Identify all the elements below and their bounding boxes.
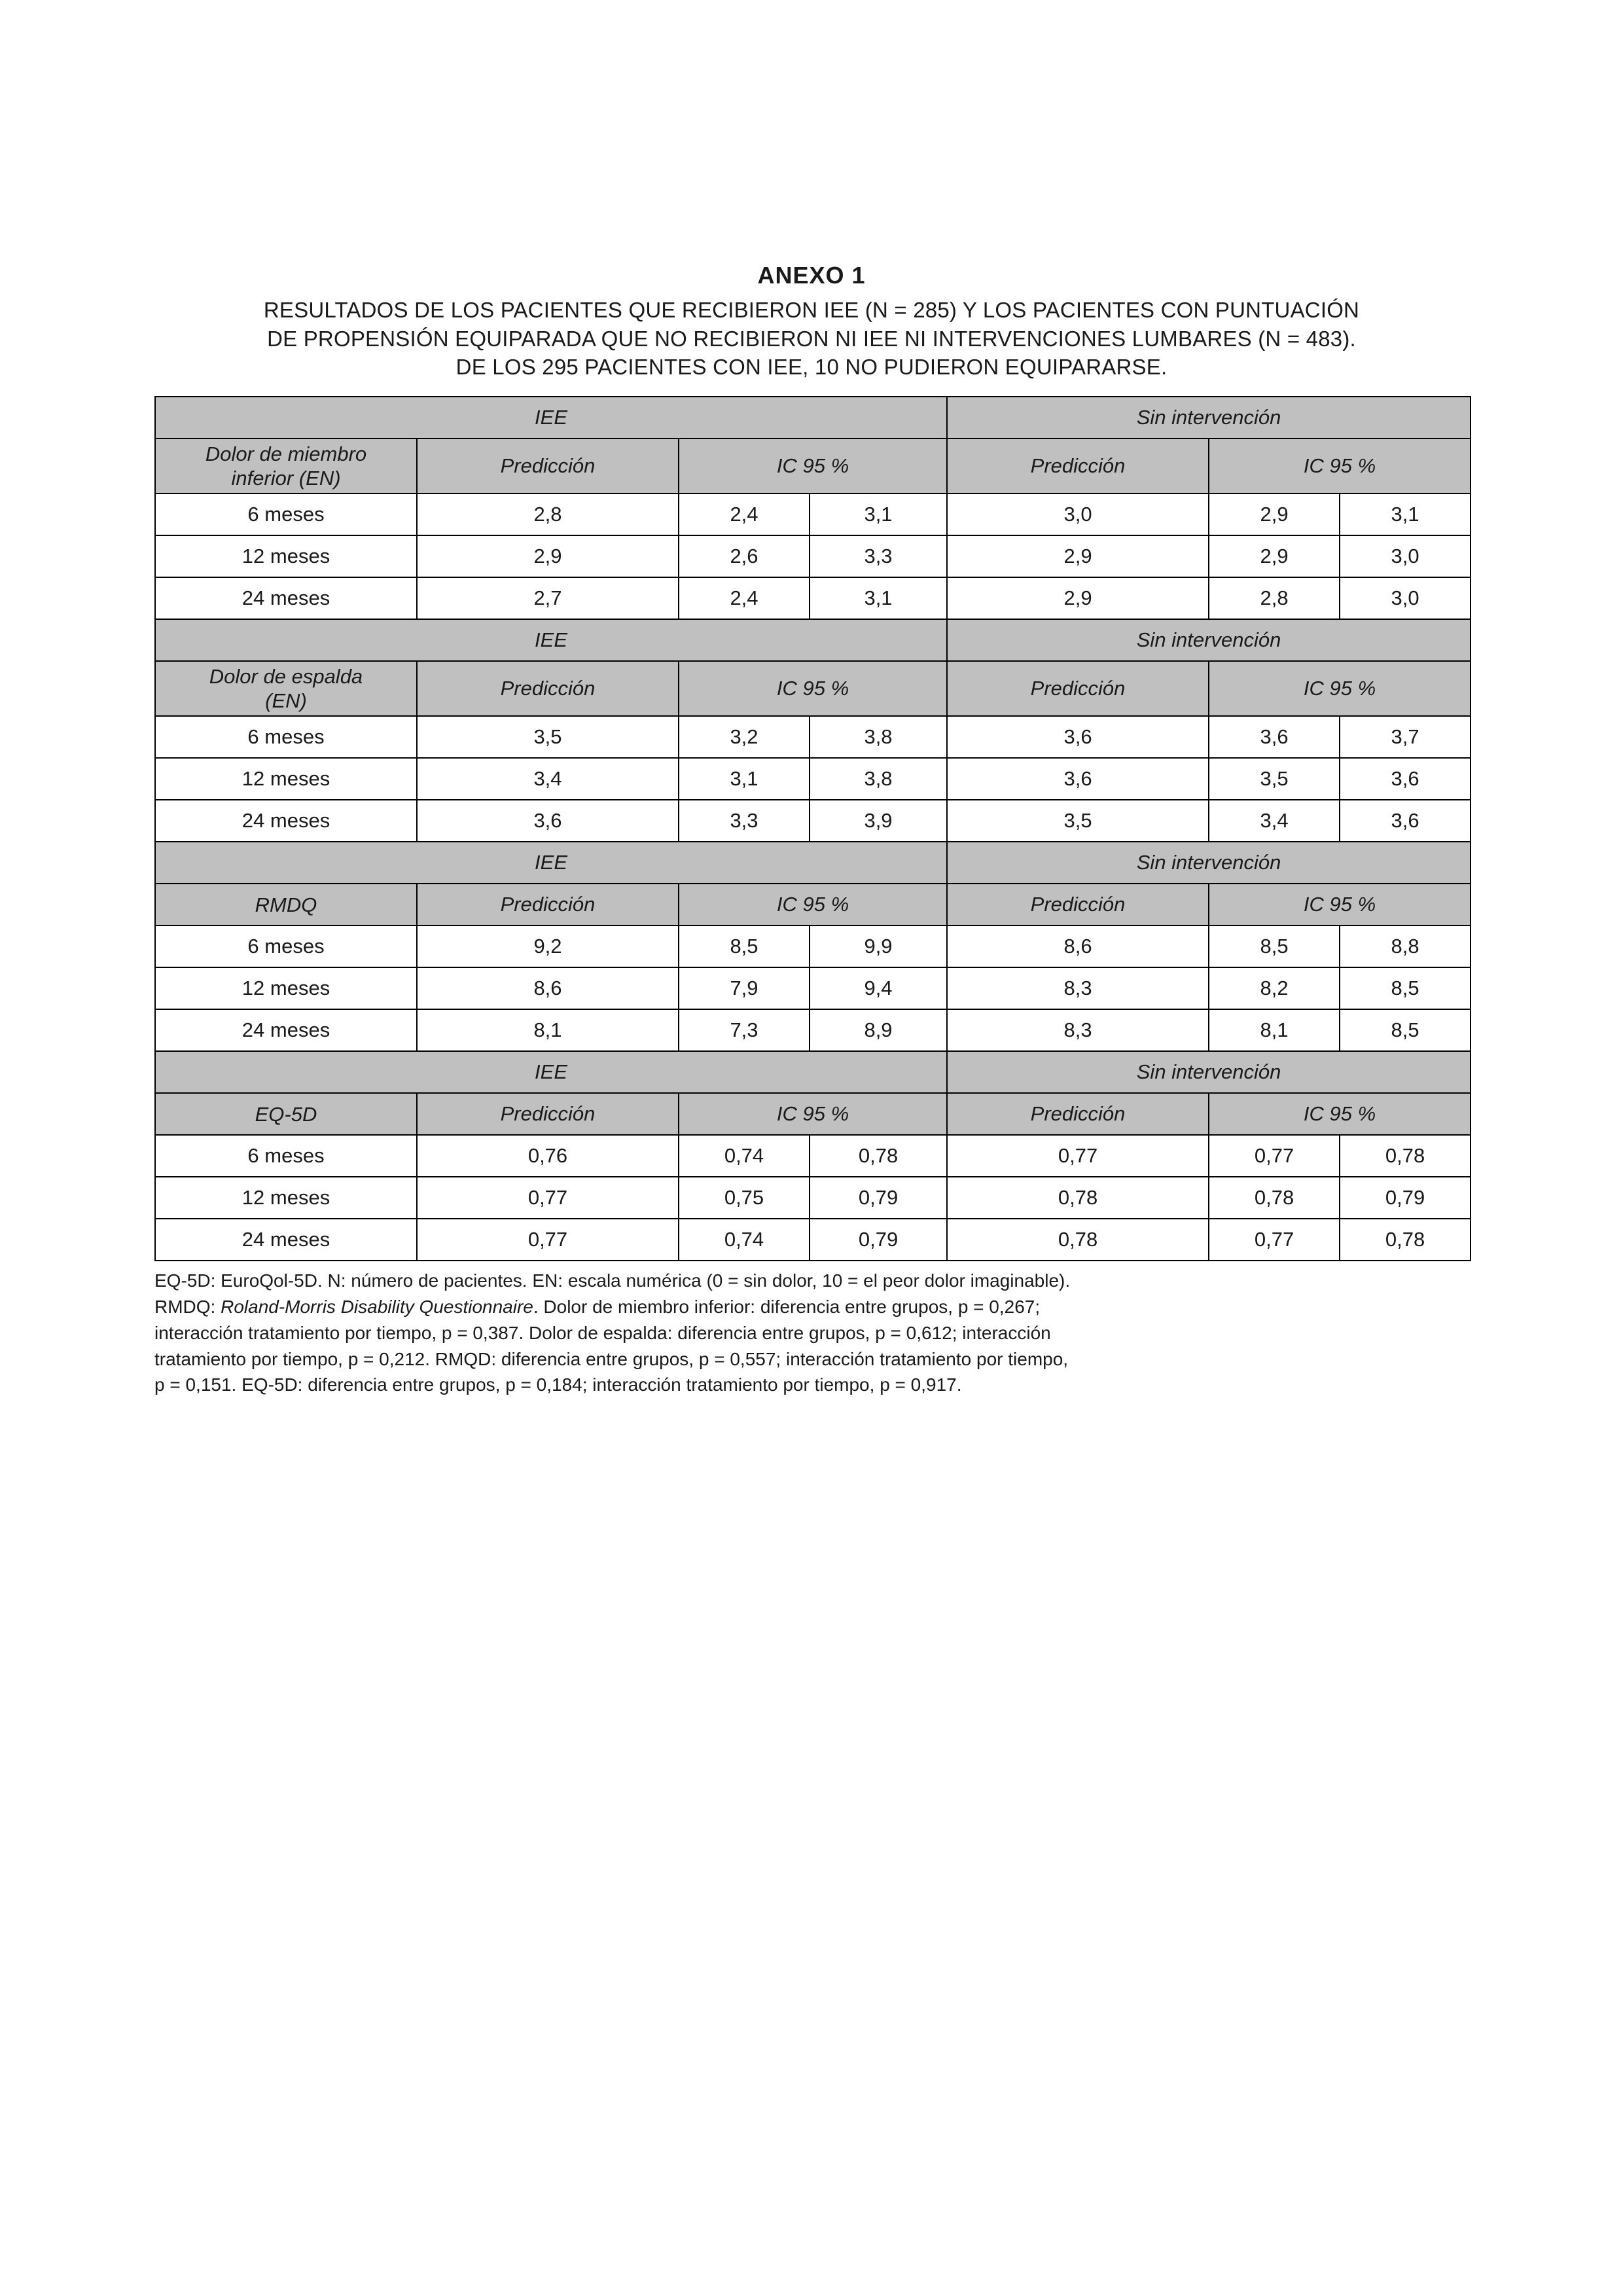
cell-iee-hi: 3,1 <box>810 577 947 619</box>
cell-iee-pred: 8,1 <box>417 1009 679 1051</box>
cell-sin-lo: 2,9 <box>1209 493 1340 535</box>
footnote-line-3: interacción tratamiento por tiempo, p = 0,387. Dolor de espalda: diferencia entre grupos, p = 0,612; interacción <box>154 1322 1051 1343</box>
cell-sin-hi: 0,78 <box>1340 1135 1471 1177</box>
cell-iee-hi: 8,9 <box>810 1009 947 1051</box>
footnote-line-1: EQ-5D: EuroQol-5D. N: número de pacientes. EN: escala numérica (0 = sin dolor, 10 = el peor dolor imaginable). <box>154 1270 1071 1291</box>
row-period: 6 meses <box>155 493 417 535</box>
cell-sin-pred: 0,78 <box>947 1219 1209 1261</box>
table-row <box>155 1177 1471 1219</box>
cell-sin-lo: 3,6 <box>1209 716 1340 758</box>
cell-sin-pred: 3,6 <box>947 716 1209 758</box>
cell-iee-lo: 3,1 <box>679 758 810 800</box>
cell-iee-pred: 8,6 <box>417 967 679 1009</box>
table-band-row <box>155 619 1471 661</box>
table-header-row <box>155 884 1471 925</box>
header-ic95-sin: IC 95 % <box>1209 884 1471 925</box>
table-header-row <box>155 439 1471 493</box>
footnote-line-5: p = 0,151. EQ-5D: diferencia entre grupos, p = 0,184; interacción tratamiento por tiempo, p = 0,917. <box>154 1374 962 1395</box>
cell-sin-lo: 2,9 <box>1209 535 1340 577</box>
cell-iee-hi: 3,8 <box>810 716 947 758</box>
table-row <box>155 493 1471 535</box>
cell-iee-pred: 3,4 <box>417 758 679 800</box>
block-label-line1: Dolor de espalda <box>209 665 363 689</box>
row-period: 12 meses <box>155 758 417 800</box>
cell-iee-pred: 2,7 <box>417 577 679 619</box>
header-prediccion-iee: Predicción <box>417 661 679 716</box>
cell-iee-lo: 3,2 <box>679 716 810 758</box>
band-sin-intervencion: Sin intervención <box>947 397 1471 439</box>
footnote-rmdq-suffix: . Dolor de miembro inferior: diferencia entre grupos, p = 0,267; <box>533 1297 1041 1318</box>
cell-iee-pred: 3,5 <box>417 716 679 758</box>
block-label-line2: (EN) <box>265 689 307 713</box>
row-period: 6 meses <box>155 716 417 758</box>
subtitle-line-2: DE PROPENSIÓN EQUIPARADA QUE NO RECIBIERON NI IEE NI INTERVENCIONES LUMBARES (N = 483). <box>267 326 1356 351</box>
band-sin-intervencion: Sin intervención <box>947 842 1471 884</box>
cell-iee-pred: 3,6 <box>417 800 679 842</box>
table-row <box>155 1135 1471 1177</box>
cell-sin-lo: 0,77 <box>1209 1219 1340 1261</box>
block-label-1 <box>155 661 417 716</box>
band-iee: IEE <box>155 619 947 661</box>
page-title: ANEXO 1 <box>757 262 866 289</box>
footnote-line-2 <box>154 1294 1470 1320</box>
header-prediccion-sin: Predicción <box>947 439 1209 493</box>
cell-iee-lo: 7,3 <box>679 1009 810 1051</box>
cell-iee-hi: 3,1 <box>810 493 947 535</box>
header-ic95-sin: IC 95 % <box>1209 439 1471 493</box>
cell-iee-pred: 2,8 <box>417 493 679 535</box>
cell-iee-hi: 3,9 <box>810 800 947 842</box>
cell-sin-lo: 0,78 <box>1209 1177 1340 1219</box>
footnote-rmdq-italic: Roland-Morris Disability Questionnaire <box>221 1297 533 1318</box>
cell-sin-hi: 3,7 <box>1340 716 1471 758</box>
table-band-row <box>155 842 1471 884</box>
table-band-row <box>155 1051 1471 1093</box>
cell-iee-pred: 0,77 <box>417 1177 679 1219</box>
row-period: 24 meses <box>155 1219 417 1261</box>
header-ic95-sin: IC 95 % <box>1209 1093 1471 1135</box>
band-sin-intervencion: Sin intervención <box>947 619 1471 661</box>
row-period: 24 meses <box>155 577 417 619</box>
block-label-2: RMDQ <box>155 884 417 925</box>
table-row <box>155 1009 1471 1051</box>
cell-iee-hi: 0,79 <box>810 1219 947 1261</box>
footnote-rmdq-prefix: RMDQ: <box>154 1297 221 1318</box>
cell-sin-hi: 8,5 <box>1340 1009 1471 1051</box>
cell-sin-hi: 8,5 <box>1340 967 1471 1009</box>
cell-sin-pred: 2,9 <box>947 535 1209 577</box>
cell-sin-lo: 3,5 <box>1209 758 1340 800</box>
table-row <box>155 577 1471 619</box>
row-period: 12 meses <box>155 535 417 577</box>
cell-sin-pred: 0,78 <box>947 1177 1209 1219</box>
cell-iee-hi: 0,78 <box>810 1135 947 1177</box>
cell-sin-lo: 8,1 <box>1209 1009 1340 1051</box>
cell-sin-pred: 3,0 <box>947 493 1209 535</box>
block-label-line1: Dolor de miembro <box>205 442 367 465</box>
cell-sin-lo: 0,77 <box>1209 1135 1340 1177</box>
cell-sin-pred: 8,3 <box>947 1009 1209 1051</box>
header-ic95-iee: IC 95 % <box>679 884 947 925</box>
cell-iee-lo: 3,3 <box>679 800 810 842</box>
block-label-0 <box>155 439 417 493</box>
subtitle-line-3: DE LOS 295 PACIENTES CON IEE, 10 NO PUDIERON EQUIPARARSE. <box>455 355 1168 380</box>
cell-iee-hi: 0,79 <box>810 1177 947 1219</box>
cell-sin-lo: 8,5 <box>1209 925 1340 967</box>
cell-iee-hi: 3,8 <box>810 758 947 800</box>
row-period: 6 meses <box>155 1135 417 1177</box>
cell-iee-pred: 9,2 <box>417 925 679 967</box>
table-row <box>155 800 1471 842</box>
table-row <box>155 758 1471 800</box>
header-ic95-iee: IC 95 % <box>679 661 947 716</box>
row-period: 12 meses <box>155 967 417 1009</box>
table-row <box>155 967 1471 1009</box>
cell-iee-lo: 2,6 <box>679 535 810 577</box>
cell-sin-pred: 3,5 <box>947 800 1209 842</box>
header-ic95-iee: IC 95 % <box>679 1093 947 1135</box>
row-period: 24 meses <box>155 1009 417 1051</box>
cell-sin-pred: 8,6 <box>947 925 1209 967</box>
band-iee: IEE <box>155 397 947 439</box>
cell-sin-pred: 2,9 <box>947 577 1209 619</box>
table-row <box>155 716 1471 758</box>
cell-iee-lo: 2,4 <box>679 577 810 619</box>
cell-iee-lo: 8,5 <box>679 925 810 967</box>
cell-sin-hi: 8,8 <box>1340 925 1471 967</box>
band-sin-intervencion: Sin intervención <box>947 1051 1471 1093</box>
cell-iee-hi: 9,9 <box>810 925 947 967</box>
band-iee: IEE <box>155 842 947 884</box>
cell-iee-hi: 9,4 <box>810 967 947 1009</box>
header-prediccion-sin: Predicción <box>947 1093 1209 1135</box>
cell-sin-lo: 3,4 <box>1209 800 1340 842</box>
cell-iee-lo: 0,74 <box>679 1219 810 1261</box>
row-period: 24 meses <box>155 800 417 842</box>
cell-sin-hi: 3,0 <box>1340 535 1471 577</box>
cell-sin-hi: 3,6 <box>1340 758 1471 800</box>
cell-sin-lo: 2,8 <box>1209 577 1340 619</box>
cell-iee-hi: 3,3 <box>810 535 947 577</box>
cell-iee-pred: 0,77 <box>417 1219 679 1261</box>
table-header-row <box>155 661 1471 716</box>
table-row <box>155 925 1471 967</box>
table-row <box>155 1219 1471 1261</box>
block-label-3: EQ-5D <box>155 1093 417 1135</box>
cell-iee-pred: 0,76 <box>417 1135 679 1177</box>
table-footnote <box>154 1268 1470 1398</box>
cell-iee-lo: 7,9 <box>679 967 810 1009</box>
header-prediccion-sin: Predicción <box>947 884 1209 925</box>
cell-sin-hi: 0,78 <box>1340 1219 1471 1261</box>
row-period: 12 meses <box>155 1177 417 1219</box>
header-prediccion-iee: Predicción <box>417 439 679 493</box>
table-row <box>155 535 1471 577</box>
header-ic95-iee: IC 95 % <box>679 439 947 493</box>
block-label-line2: inferior (EN) <box>231 466 341 490</box>
header-prediccion-sin: Predicción <box>947 661 1209 716</box>
cell-sin-hi: 3,1 <box>1340 493 1471 535</box>
cell-iee-lo: 2,4 <box>679 493 810 535</box>
cell-sin-hi: 0,79 <box>1340 1177 1471 1219</box>
header-prediccion-iee: Predicción <box>417 1093 679 1135</box>
cell-iee-lo: 0,75 <box>679 1177 810 1219</box>
results-table <box>154 396 1471 1262</box>
page-subtitle <box>154 296 1469 382</box>
footnote-line-4: tratamiento por tiempo, p = 0,212. RMQD: diferencia entre grupos, p = 0,557; interacción tratamiento por tiempo, <box>154 1348 1069 1369</box>
cell-sin-hi: 3,6 <box>1340 800 1471 842</box>
cell-sin-hi: 3,0 <box>1340 577 1471 619</box>
table-band-row <box>155 397 1471 439</box>
cell-iee-lo: 0,74 <box>679 1135 810 1177</box>
cell-sin-lo: 8,2 <box>1209 967 1340 1009</box>
band-iee: IEE <box>155 1051 947 1093</box>
table-header-row <box>155 1093 1471 1135</box>
header-prediccion-iee: Predicción <box>417 884 679 925</box>
subtitle-line-1: RESULTADOS DE LOS PACIENTES QUE RECIBIERON IEE (N = 285) Y LOS PACIENTES CON PUNTUACIÓN <box>263 298 1360 322</box>
row-period: 6 meses <box>155 925 417 967</box>
cell-sin-pred: 3,6 <box>947 758 1209 800</box>
cell-sin-pred: 8,3 <box>947 967 1209 1009</box>
cell-iee-pred: 2,9 <box>417 535 679 577</box>
cell-sin-pred: 0,77 <box>947 1135 1209 1177</box>
header-ic95-sin: IC 95 % <box>1209 661 1471 716</box>
